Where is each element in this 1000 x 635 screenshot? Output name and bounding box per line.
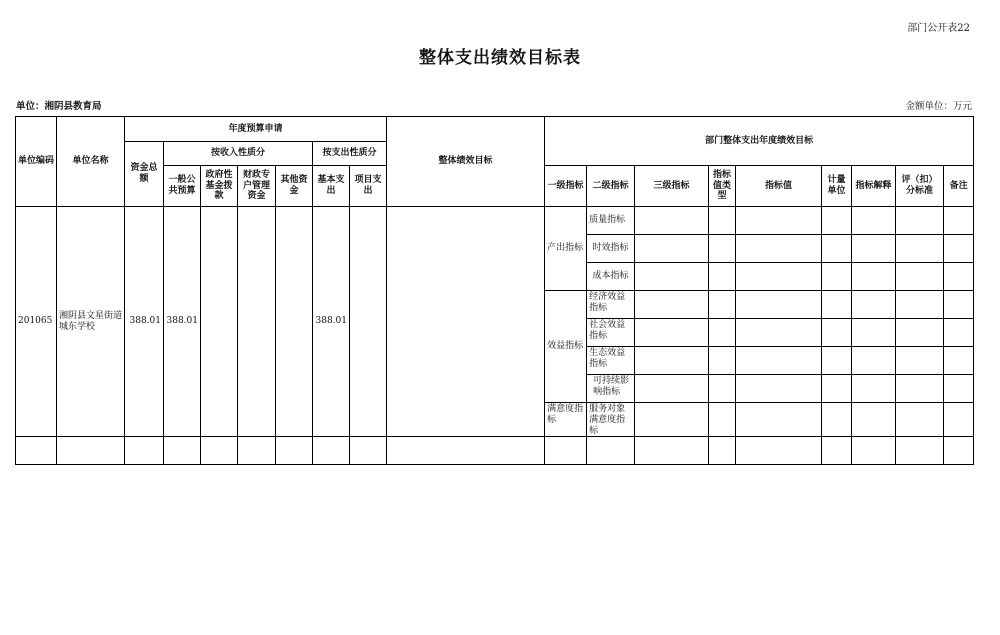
value-type-cell	[709, 291, 736, 319]
header-remark: 备注	[944, 166, 974, 207]
indicator-value-cell	[736, 375, 822, 403]
score-std-cell	[896, 263, 944, 291]
cell-special-account	[238, 207, 276, 437]
empty-cell	[387, 437, 545, 465]
header-by-expense: 按支出性质分	[313, 142, 387, 166]
remark-cell	[944, 403, 974, 437]
cell-project-expense	[350, 207, 387, 437]
measure-unit-cell	[822, 375, 852, 403]
indicator-desc-cell	[852, 403, 896, 437]
measure-unit-cell	[822, 291, 852, 319]
level3-cell	[635, 319, 709, 347]
header-dept-goal: 部门整体支出年度绩效目标	[545, 117, 974, 166]
indicator-desc-cell	[852, 347, 896, 375]
header-measure-unit: 计量单位	[822, 166, 852, 207]
level3-cell	[635, 207, 709, 235]
indicator-value-cell	[736, 291, 822, 319]
header-unit-code: 单位编码	[16, 117, 57, 207]
indicator-desc-cell	[852, 235, 896, 263]
empty-cell	[587, 437, 635, 465]
empty-cell	[852, 437, 896, 465]
level3-cell	[635, 235, 709, 263]
empty-cell	[201, 437, 238, 465]
empty-cell	[709, 437, 736, 465]
remark-cell	[944, 235, 974, 263]
header-overall-goal: 整体绩效目标	[387, 117, 545, 207]
cell-other-funds	[276, 207, 313, 437]
remark-cell	[944, 319, 974, 347]
indicator-value-cell	[736, 235, 822, 263]
table-number-label: 部门公开表22	[907, 23, 970, 34]
indicator-desc-cell	[852, 319, 896, 347]
performance-goal-table	[15, 116, 974, 465]
cell-unit-name: 湘阴县文星街道城东学校	[57, 207, 125, 437]
level2-service-satisfaction: 服务对象满意度指标	[587, 403, 635, 437]
empty-cell	[125, 437, 164, 465]
empty-cell	[635, 437, 709, 465]
level2-ecological: 生态效益指标	[587, 347, 635, 375]
empty-cell	[276, 437, 313, 465]
indicator-value-cell	[736, 347, 822, 375]
indicator-value-cell	[736, 263, 822, 291]
header-special-account: 财政专户管理资金	[238, 166, 276, 207]
empty-cell	[545, 437, 587, 465]
header-indicator-desc: 指标解释	[852, 166, 896, 207]
value-type-cell	[709, 319, 736, 347]
empty-row	[16, 437, 974, 465]
cell-unit-code: 201065	[16, 207, 57, 437]
score-std-cell	[896, 291, 944, 319]
level1-output: 产出指标	[545, 207, 587, 291]
value-type-cell	[709, 207, 736, 235]
cell-total-funds: 388.01	[125, 207, 164, 437]
header-level3: 三级指标	[635, 166, 709, 207]
measure-unit-cell	[822, 319, 852, 347]
level3-cell	[635, 291, 709, 319]
value-type-cell	[709, 235, 736, 263]
header-total-funds: 资金总额	[125, 142, 164, 207]
cell-general-budget: 388.01	[164, 207, 201, 437]
value-type-cell	[709, 403, 736, 437]
value-type-cell	[709, 263, 736, 291]
empty-cell	[57, 437, 125, 465]
value-type-cell	[709, 375, 736, 403]
remark-cell	[944, 263, 974, 291]
header-annual-budget: 年度预算申请	[125, 117, 387, 142]
level2-social: 社会效益指标	[587, 319, 635, 347]
level2-timeliness: 时效指标	[587, 235, 635, 263]
empty-cell	[350, 437, 387, 465]
indicator-desc-cell	[852, 207, 896, 235]
empty-cell	[822, 437, 852, 465]
level2-economic: 经济效益指标	[587, 291, 635, 319]
level2-quality: 质量指标	[587, 207, 635, 235]
level1-satisfaction: 满意度指标	[545, 403, 587, 437]
score-std-cell	[896, 319, 944, 347]
level2-sustainable: 可持续影响指标	[587, 375, 635, 403]
page-title: 整体支出绩效目标表	[419, 48, 581, 68]
header-score-std: 评（扣）分标准	[896, 166, 944, 207]
empty-cell	[313, 437, 350, 465]
header-level1: 一级指标	[545, 166, 587, 207]
header-other-funds: 其他资金	[276, 166, 313, 207]
measure-unit-cell	[822, 235, 852, 263]
level1-benefit: 效益指标	[545, 291, 587, 403]
header-gov-fund: 政府性基金拨款	[201, 166, 238, 207]
measure-unit-cell	[822, 347, 852, 375]
empty-cell	[896, 437, 944, 465]
score-std-cell	[896, 375, 944, 403]
remark-cell	[944, 291, 974, 319]
header-basic-expense: 基本支出	[313, 166, 350, 207]
indicator-value-cell	[736, 403, 822, 437]
empty-cell	[164, 437, 201, 465]
remark-cell	[944, 375, 974, 403]
header-general-budget: 一般公共预算	[164, 166, 201, 207]
header-unit-name: 单位名称	[57, 117, 125, 207]
score-std-cell	[896, 403, 944, 437]
amount-unit-label: 金额单位：万元	[905, 101, 972, 112]
level3-cell	[635, 375, 709, 403]
cell-basic-expense: 388.01	[313, 207, 350, 437]
empty-cell	[16, 437, 57, 465]
unit-label: 单位：湘阴县教育局	[16, 101, 102, 112]
indicator-value-cell	[736, 207, 822, 235]
empty-cell	[238, 437, 276, 465]
header-indicator-value: 指标值	[736, 166, 822, 207]
level3-cell	[635, 403, 709, 437]
header-value-type: 指标值类型	[709, 166, 736, 207]
level3-cell	[635, 347, 709, 375]
remark-cell	[944, 207, 974, 235]
indicator-desc-cell	[852, 291, 896, 319]
empty-cell	[944, 437, 974, 465]
header-project-expense: 项目支出	[350, 166, 387, 207]
indicator-value-cell	[736, 319, 822, 347]
score-std-cell	[896, 207, 944, 235]
measure-unit-cell	[822, 207, 852, 235]
empty-cell	[736, 437, 822, 465]
indicator-desc-cell	[852, 263, 896, 291]
remark-cell	[944, 347, 974, 375]
value-type-cell	[709, 347, 736, 375]
measure-unit-cell	[822, 263, 852, 291]
indicator-desc-cell	[852, 375, 896, 403]
score-std-cell	[896, 347, 944, 375]
level3-cell	[635, 263, 709, 291]
header-level2: 二级指标	[587, 166, 635, 207]
score-std-cell	[896, 235, 944, 263]
measure-unit-cell	[822, 403, 852, 437]
level2-cost: 成本指标	[587, 263, 635, 291]
cell-gov-fund	[201, 207, 238, 437]
header-by-income: 按收入性质分	[164, 142, 313, 166]
cell-overall-goal	[387, 207, 545, 437]
